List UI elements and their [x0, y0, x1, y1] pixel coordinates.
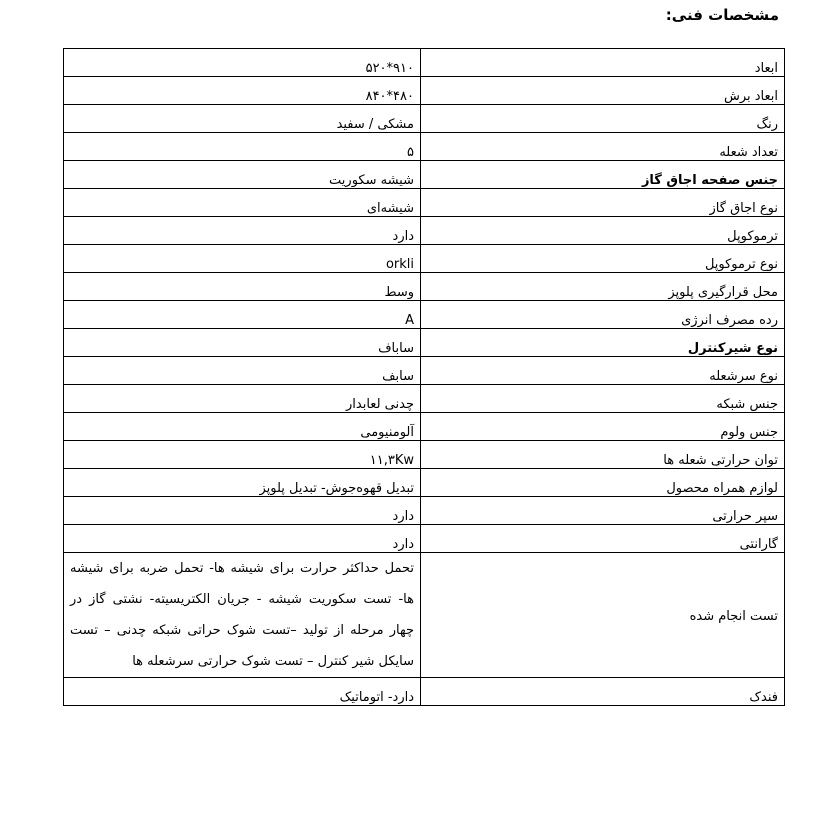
- row-value: سابف: [64, 357, 421, 385]
- table-row: [64, 49, 785, 77]
- row-value: تحمل حداکثر حرارت برای شیشه ها- تحمل ضربه برای شیشه ها- تست سکوریت شیشه - جریان الکتریسیته- نشتی گاز در چهار مرحله از تولید –تست شوک حراتی شبکه چدنی – تست سایکل شیر کنترل – تست شوک حرارتی سرشعله ها: [64, 553, 421, 678]
- row-label: رنگ: [421, 105, 785, 133]
- table-row: [64, 441, 785, 469]
- row-value: دارد- اتوماتیک: [64, 678, 421, 706]
- table-row: [64, 497, 785, 525]
- row-label: تعداد شعله: [421, 133, 785, 161]
- row-label: تست انجام شده: [421, 553, 785, 678]
- specs-table: [63, 48, 785, 706]
- row-value: مشکی / سفید: [64, 105, 421, 133]
- row-value: دارد: [64, 525, 421, 553]
- row-label: نوع سرشعله: [421, 357, 785, 385]
- table-row: [64, 105, 785, 133]
- table-row: [64, 385, 785, 413]
- table-row: [64, 133, 785, 161]
- row-label: نوع ترموکوپل: [421, 245, 785, 273]
- row-label: رده مصرف انرژی: [421, 301, 785, 329]
- table-row: [64, 329, 785, 357]
- row-label: لوازم همراه محصول: [421, 469, 785, 497]
- row-value: وسط: [64, 273, 421, 301]
- table-row: [64, 217, 785, 245]
- row-label: ابعاد: [421, 49, 785, 77]
- table-row: [64, 189, 785, 217]
- table-row: [64, 245, 785, 273]
- row-label: محل قرارگیری پلوپز: [421, 273, 785, 301]
- table-row: [64, 525, 785, 553]
- row-label: ابعاد برش: [421, 77, 785, 105]
- row-value: دارد: [64, 217, 421, 245]
- row-label: توان حرارتی شعله ها: [421, 441, 785, 469]
- table-row: [64, 301, 785, 329]
- row-value: ۱۱,۳Kw: [64, 441, 421, 469]
- row-label: جنس صفحه اجاق گاز: [421, 161, 785, 189]
- row-value: تبدیل قهوه‌جوش- تبدیل پلوپز: [64, 469, 421, 497]
- row-label: ترموکوپل: [421, 217, 785, 245]
- table-row: [64, 161, 785, 189]
- table-row: [64, 77, 785, 105]
- page-title: مشخصات فنی:: [665, 6, 779, 24]
- table-row: [64, 273, 785, 301]
- row-value: ۵: [64, 133, 421, 161]
- table-row: [64, 413, 785, 441]
- row-label: نوع شیرکنترل: [421, 329, 785, 357]
- row-value: ۴۸۰*۸۴۰: [64, 77, 421, 105]
- row-value: شیشه‌ای: [64, 189, 421, 217]
- row-label: جنس شبکه: [421, 385, 785, 413]
- table-row: [64, 357, 785, 385]
- row-value: A: [64, 301, 421, 329]
- row-value: ۹۱۰*۵۲۰: [64, 49, 421, 77]
- row-value: دارد: [64, 497, 421, 525]
- row-value: ساباف: [64, 329, 421, 357]
- row-label: جنس ولوم: [421, 413, 785, 441]
- row-label: فندک: [421, 678, 785, 706]
- row-label: نوع اجاق گاز: [421, 189, 785, 217]
- table-row: [64, 553, 785, 678]
- row-value: شیشه سکوریت: [64, 161, 421, 189]
- row-value: چدنی لعابدار: [64, 385, 421, 413]
- row-value: آلومنیومی: [64, 413, 421, 441]
- row-label: سپر حرارتی: [421, 497, 785, 525]
- row-label: گارانتی: [421, 525, 785, 553]
- row-value: orkli: [64, 245, 421, 273]
- table-row: [64, 678, 785, 706]
- table-row: [64, 469, 785, 497]
